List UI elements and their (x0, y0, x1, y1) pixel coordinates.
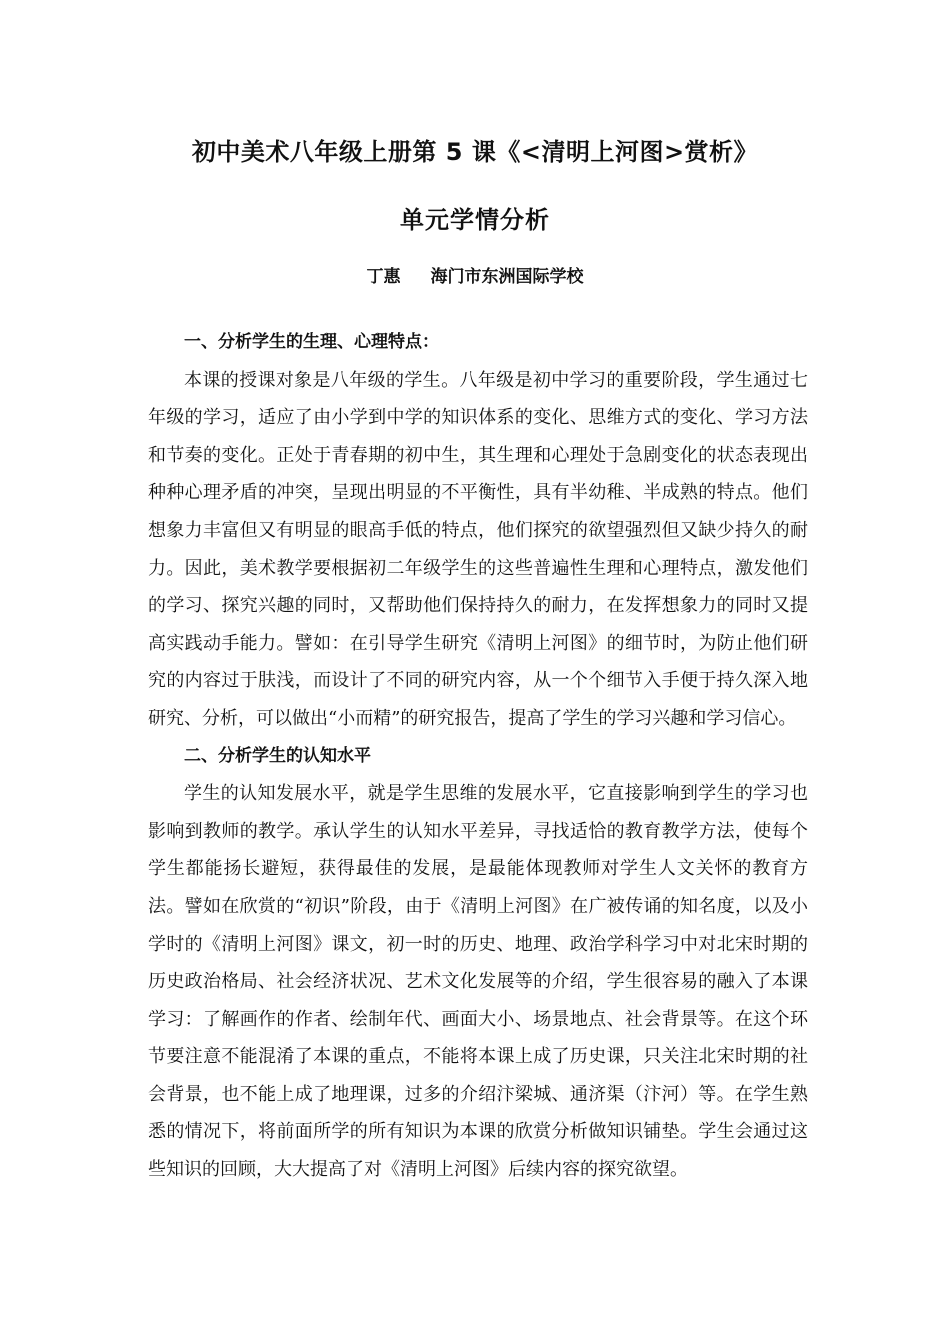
author-line (0, 262, 950, 287)
author-name: 丁惠 (366, 267, 401, 287)
author-school: 海门市东洲国际学校 (430, 267, 584, 287)
section-paragraph: 本课的授课对象是八年级的学生。八年级是初中学习的重要阶段，学生通过七年级的学习，适应了由小学到中学的知识体系的变化、思维方式的变化、学习方法和节奏的变化。正处于青春期的初中生，其生理和心理处于急剧变化的状态表现出种种心理矛盾的冲突，呈现出明显的不平衡性，具有半幼稚、半成熟的特点。他们想象力丰富但又有明显的眼高手低的特点，他们探究的欲望强烈但又缺少持久的耐力。因此，美术教学要根据初二年级学生的这些普遍性生理和心理特点，激发他们的学习、探究兴趣的同时，又帮助他们保持持久的耐力，在发挥想象力的同时又提高实践动手能力。譬如：在引导学生研究《清明上河图》的细节时，为防止他们研究的内容过于肤浅，而设计了不同的研究内容，从一个个细节入手便于持久深入地研究、分析，可以做出“小而精”的研究报告，提高了学生的学习兴趣和学习信心。 (148, 369, 808, 729)
document-body (148, 324, 808, 1189)
section-heading: 一、分析学生的生理、心理特点： (184, 332, 439, 352)
section-paragraph: 学生的认知发展水平，就是学生思维的发展水平，它直接影响到学生的学习也影响到教师的教学。承认学生的认知水平差异，寻找适恰的教育教学方法，使每个学生都能扬长避短，获得最佳的发展，是最能体现教师对学生人文关怀的教育方法。譬如在欣赏的“初识”阶段，由于《清明上河图》在广被传诵的知名度，以及小学时的《清明上河图》课文，初一时的历史、地理、政治学科学习中对北宋时期的历史政治格局、社会经济状况、艺术文化发展等的介绍，学生很容易的融入了本课学习：了解画作的作者、绘制年代、画面大小、场景地点、社会背景等。在这个环节要注意不能混淆了本课的重点，不能将本课上成了历史课，只关注北宋时期的社会背景，也不能上成了地理课，过多的介绍汴梁城、通济渠（汴河）等。在学生熟悉的情况下，将前面所学的所有知识为本课的欣赏分析做知识铺垫。学生会通过这些知识的回顾，大大提高了对《清明上河图》后续内容的探究欲望。 (148, 783, 808, 1181)
section-heading: 二、分析学生的认知水平 (184, 745, 371, 766)
document-title: 初中美术八年级上册第 5 课《<清明上河图>赏析》 (191, 138, 759, 166)
document-subtitle: 单元学情分析 (400, 206, 550, 234)
